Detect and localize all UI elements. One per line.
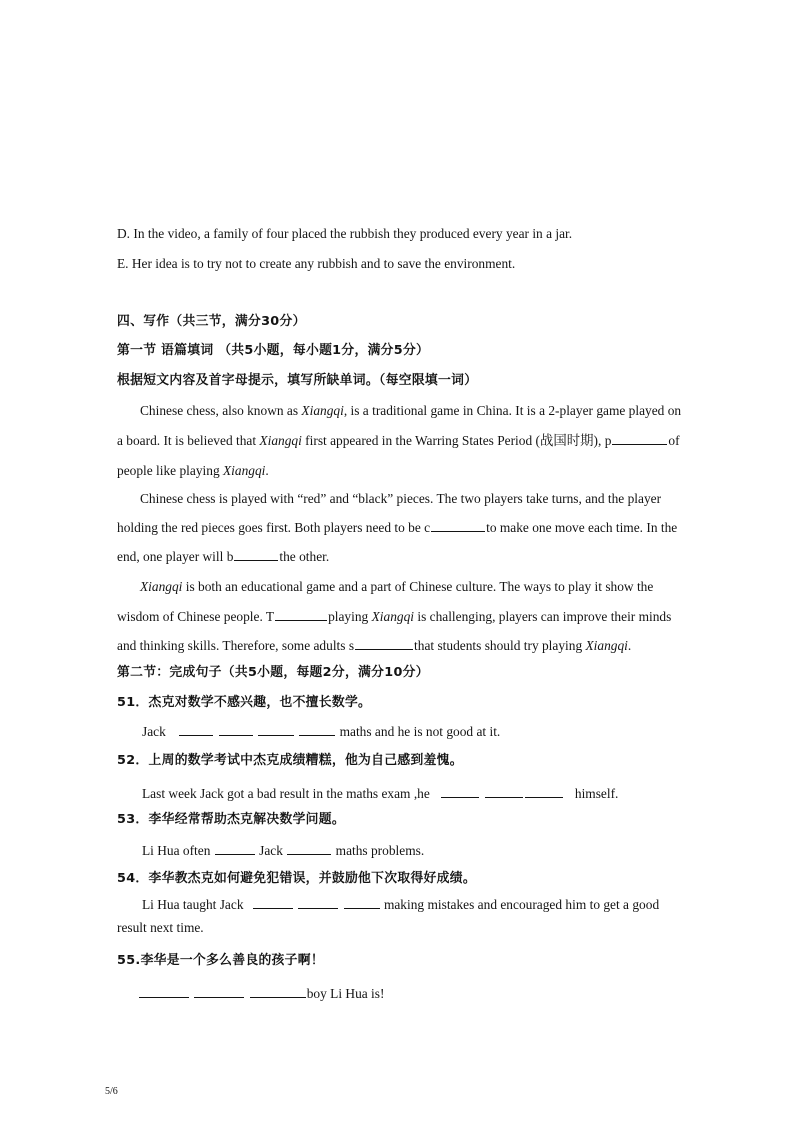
q53-chinese: 53．李华经常帮助杰克解决数学问题。 <box>117 812 345 827</box>
section1-instruction: 根据短文内容及首字母提示，填写所缺单词。（每空限填一词） <box>117 373 478 388</box>
q54-chinese: 54．李华教杰克如何避免犯错误，并鼓励他下次取得好成绩。 <box>117 871 476 886</box>
answer-blank[interactable] <box>258 724 294 736</box>
answer-blank[interactable] <box>344 897 380 909</box>
passage-line: holding the red pieces goes first. Both players need to be c to make one move each time. In the <box>117 520 678 535</box>
answer-blank[interactable] <box>612 433 667 445</box>
passage-line: end, one player will b the other. <box>117 549 330 564</box>
answer-blank[interactable] <box>287 843 331 855</box>
q54-english: Li Hua taught Jack making mistakes and encouraged him to get a good <box>142 897 660 912</box>
q52-english: Last week Jack got a bad result in the maths exam ,he himself. <box>142 786 619 801</box>
answer-blank[interactable] <box>194 986 244 998</box>
answer-blank[interactable] <box>441 786 479 798</box>
option-d: D. In the video, a family of four placed the rubbish they produced every year in a jar. <box>117 226 573 241</box>
answer-blank[interactable] <box>253 897 293 909</box>
passage-line: and thinking skills. Therefore, some adults s that students should try playing Xiangqi. <box>117 638 632 653</box>
option-e: E. Her idea is to try not to create any rubbish and to save the environment. <box>117 256 516 271</box>
answer-blank[interactable] <box>250 986 306 998</box>
passage-line: a board. It is believed that Xiangqi first appeared in the Warring States Period (战国时期), p of <box>117 433 680 448</box>
answer-blank[interactable] <box>525 786 563 798</box>
passage-line: Chinese chess is played with “red” and “black” pieces. The two players take turns, and the player <box>140 491 662 506</box>
section1-title: 第一节 语篇填词 （共5小题，每小题1分，满分5分） <box>117 343 430 358</box>
answer-blank[interactable] <box>355 638 413 650</box>
passage-line: Chinese chess, also known as Xiangqi, is a traditional game in China. It is a 2-player game played on <box>140 403 682 418</box>
q51-chinese: 51．杰克对数学不感兴趣，也不擅长数学。 <box>117 695 372 710</box>
q51-english: Jack maths and he is not good at it. <box>142 724 501 739</box>
q52-chinese: 52．上周的数学考试中杰克成绩糟糕，他为自己感到羞愧。 <box>117 753 463 768</box>
page-number: 5/6 <box>105 1086 118 1097</box>
answer-blank[interactable] <box>275 609 327 621</box>
section2-title: 第二节：完成句子（共5小题，每题2分，满分10分） <box>117 665 429 680</box>
answer-blank[interactable] <box>299 724 335 736</box>
q54-english-cont: result next time. <box>117 920 204 935</box>
q55-english: boy Li Hua is! <box>138 985 384 1003</box>
answer-blank[interactable] <box>139 986 189 998</box>
answer-blank[interactable] <box>485 786 523 798</box>
passage-line: Xiangqi is both an educational game and a part of Chinese culture. The ways to play it show the <box>140 579 654 594</box>
answer-blank[interactable] <box>234 549 278 561</box>
passage-line: people like playing Xiangqi. <box>117 463 269 478</box>
writing-heading: 四、写作（共三节，满分30分） <box>117 314 306 329</box>
answer-blank[interactable] <box>215 843 255 855</box>
answer-blank[interactable] <box>179 724 213 736</box>
q53-english: Li Hua often Jack maths problems. <box>142 843 425 858</box>
answer-blank[interactable] <box>298 897 338 909</box>
q55-chinese: 55.李华是一个多么善良的孩子啊！ <box>117 953 324 968</box>
passage-line: wisdom of Chinese people. T playing Xiangqi is challenging, players can improve their minds <box>117 609 672 624</box>
answer-blank[interactable] <box>431 520 485 532</box>
answer-blank[interactable] <box>219 724 253 736</box>
